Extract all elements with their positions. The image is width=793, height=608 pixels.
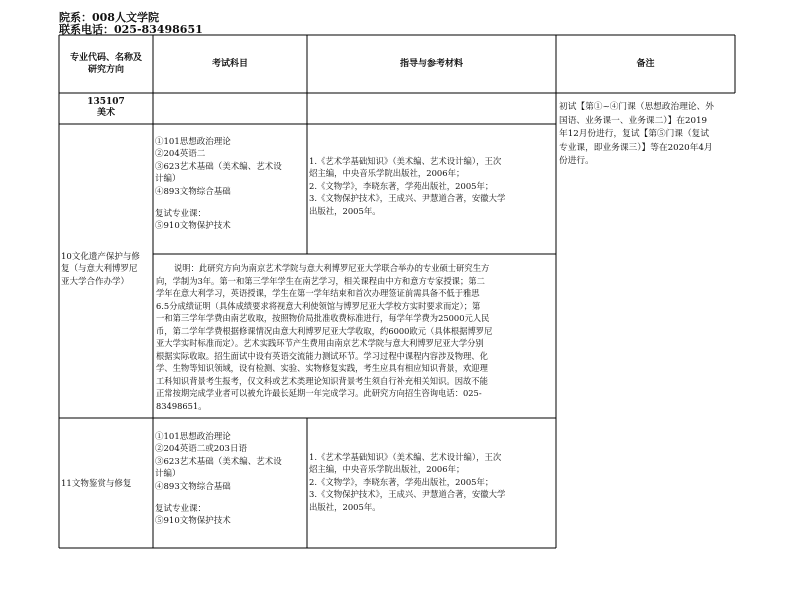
note-line: 根据实际收取。招生面试中设有英语交流能力测试环节。学习过程中课程内容涉及物理、化: [156, 350, 488, 361]
reference-line: 炤主编，中央音乐学院出版社，2006年；: [309, 464, 465, 475]
reference-line: 3.《文物保护技术》，王成兴、尹慧道合著，安徽大学: [309, 193, 506, 204]
direction-name-line: 复（与意大利博罗尼: [61, 264, 138, 275]
reference-line: 1.《艺术学基础知识》（美术编、艺术设计编），王次: [309, 452, 502, 462]
retest-label: 复试专业课：: [155, 504, 207, 515]
reference-line: 2.《文物学》，李晓东著，学苑出版社，2005年；: [309, 476, 494, 487]
remarks-cell: [559, 101, 734, 169]
subject-line: ②204英语二或203日语: [155, 444, 247, 455]
reference-line: 2.《文物学》，李晓东著，学苑出版社，2005年；: [309, 180, 494, 191]
subject-line: ③623艺术基础（美术编、艺术设: [155, 456, 282, 467]
subject-line: ④893文物综合基础: [155, 481, 231, 492]
direction-11-subjects: [155, 431, 306, 528]
reference-line: 3.《文物保护技术》，王成兴、尹慧道合著，安徽大学: [309, 489, 506, 500]
note-line: 学年在意大利学习，英语授课，学生在第一学年结束和首次办理签证前需具备不低于雅思: [156, 288, 480, 298]
col-header-exam-subjects: 考试科目: [211, 58, 248, 69]
remark-line: 国语、业务课一、业务课二）】在2019: [559, 115, 708, 126]
department-label: 院系：008人文学院: [59, 11, 159, 24]
note-line: 83498651。: [156, 400, 207, 411]
major-cell: [60, 97, 152, 119]
note-line: 向，学制为3年。第一和第三学年学生在南艺学习，相关课程由中方和意方专家授课；第二: [156, 275, 485, 286]
note-line: 说明：此研究方向为南京艺术学院与意大利博罗尼亚大学联合举办的专业硕士研究生方: [174, 263, 490, 273]
note-line: 亚大学实时标准而定）。艺术实践环节产生费用由南京艺术学院与意大利博罗尼亚大学分别: [156, 338, 484, 348]
direction-10-name: [61, 251, 152, 288]
subject-line: ①101思想政治理论: [155, 137, 231, 147]
subject-line: ③623艺术基础（美术编、艺术设: [155, 161, 282, 172]
subject-line: 计编）: [155, 174, 181, 185]
reference-line: 炤主编，中央音乐学院出版社，2006年；: [309, 168, 465, 179]
retest-subject: ⑤910文物保护技术: [155, 221, 231, 232]
direction-10-references: [309, 155, 555, 217]
direction-11-name: [61, 478, 152, 490]
note-line: 学、生物等知识领域，设有检测、实验、实物修复实践，考生应具有相应知识背景，欢迎理: [156, 363, 488, 373]
col-header-program: [60, 36, 152, 92]
subject-line: ①101思想政治理论: [155, 432, 231, 442]
reference-line: 出版社，2005年。: [309, 501, 381, 512]
reference-line: 出版社，2005年。: [309, 205, 381, 216]
remark-line: 初试【第①~④门课（思想政治理论、外: [559, 102, 714, 112]
direction-name-line: 10文化遗产保护与修: [61, 252, 140, 262]
col-header-remarks: 备注: [636, 58, 655, 69]
retest-subject: ⑤910文物保护技术: [155, 516, 231, 527]
note-line: 工科知识背景考生报考，仅文科或艺术类理论知识背景考生须自行补充相关知识。因故不能: [156, 375, 488, 386]
col-header-references: 指导与参考材料: [399, 58, 463, 69]
direction-10-note: [156, 262, 555, 412]
retest-label: 复试专业课：: [155, 209, 207, 220]
note-line: 币，第二学年学费根据修课情况由意大利博罗尼亚大学收取，约6000欧元（具体根据博罗尼: [156, 325, 493, 336]
note-line: 正常按期完成学业者可以被允许最长延期一年完成学习。此研究方向招生咨询电话：025-: [156, 388, 482, 398]
remark-line: 专业课，即业务课三）】等在2020年4月: [559, 142, 713, 153]
phone-label: 联系电话：025-83498651: [59, 23, 203, 36]
subject-line: ④893文物综合基础: [155, 186, 231, 197]
subject-line: 计编）: [155, 469, 181, 480]
note-line: 6.5分成绩证明（具体成绩要求将视意大利使领馆与博罗尼亚大学校方实时要求而定）；第: [156, 300, 481, 311]
direction-name-line: 亚大学合作办学）: [61, 276, 130, 287]
subject-line: ②204英语二: [155, 149, 206, 160]
remark-line: 年12月份进行，复试【第⑤门课（复试: [559, 129, 710, 139]
col-header-program-line2: 研究方向: [87, 65, 124, 75]
reference-line: 1.《艺术学基础知识》（美术编、艺术设计编），王次: [309, 156, 502, 166]
direction-10-subjects: [155, 136, 306, 233]
note-line: 一和第三学年学费由南艺收取，按照物价局批准收费标准进行，每学年学费为25000元人民: [156, 313, 490, 323]
remark-line: 份进行。: [559, 156, 594, 166]
col-header-program-line1: 专业代码、名称及: [69, 52, 142, 63]
direction-name-line: 11文物鉴赏与修复: [61, 479, 132, 489]
major-name: 美术: [96, 108, 115, 118]
major-code: 135107: [87, 97, 125, 107]
direction-11-references: [309, 451, 555, 513]
